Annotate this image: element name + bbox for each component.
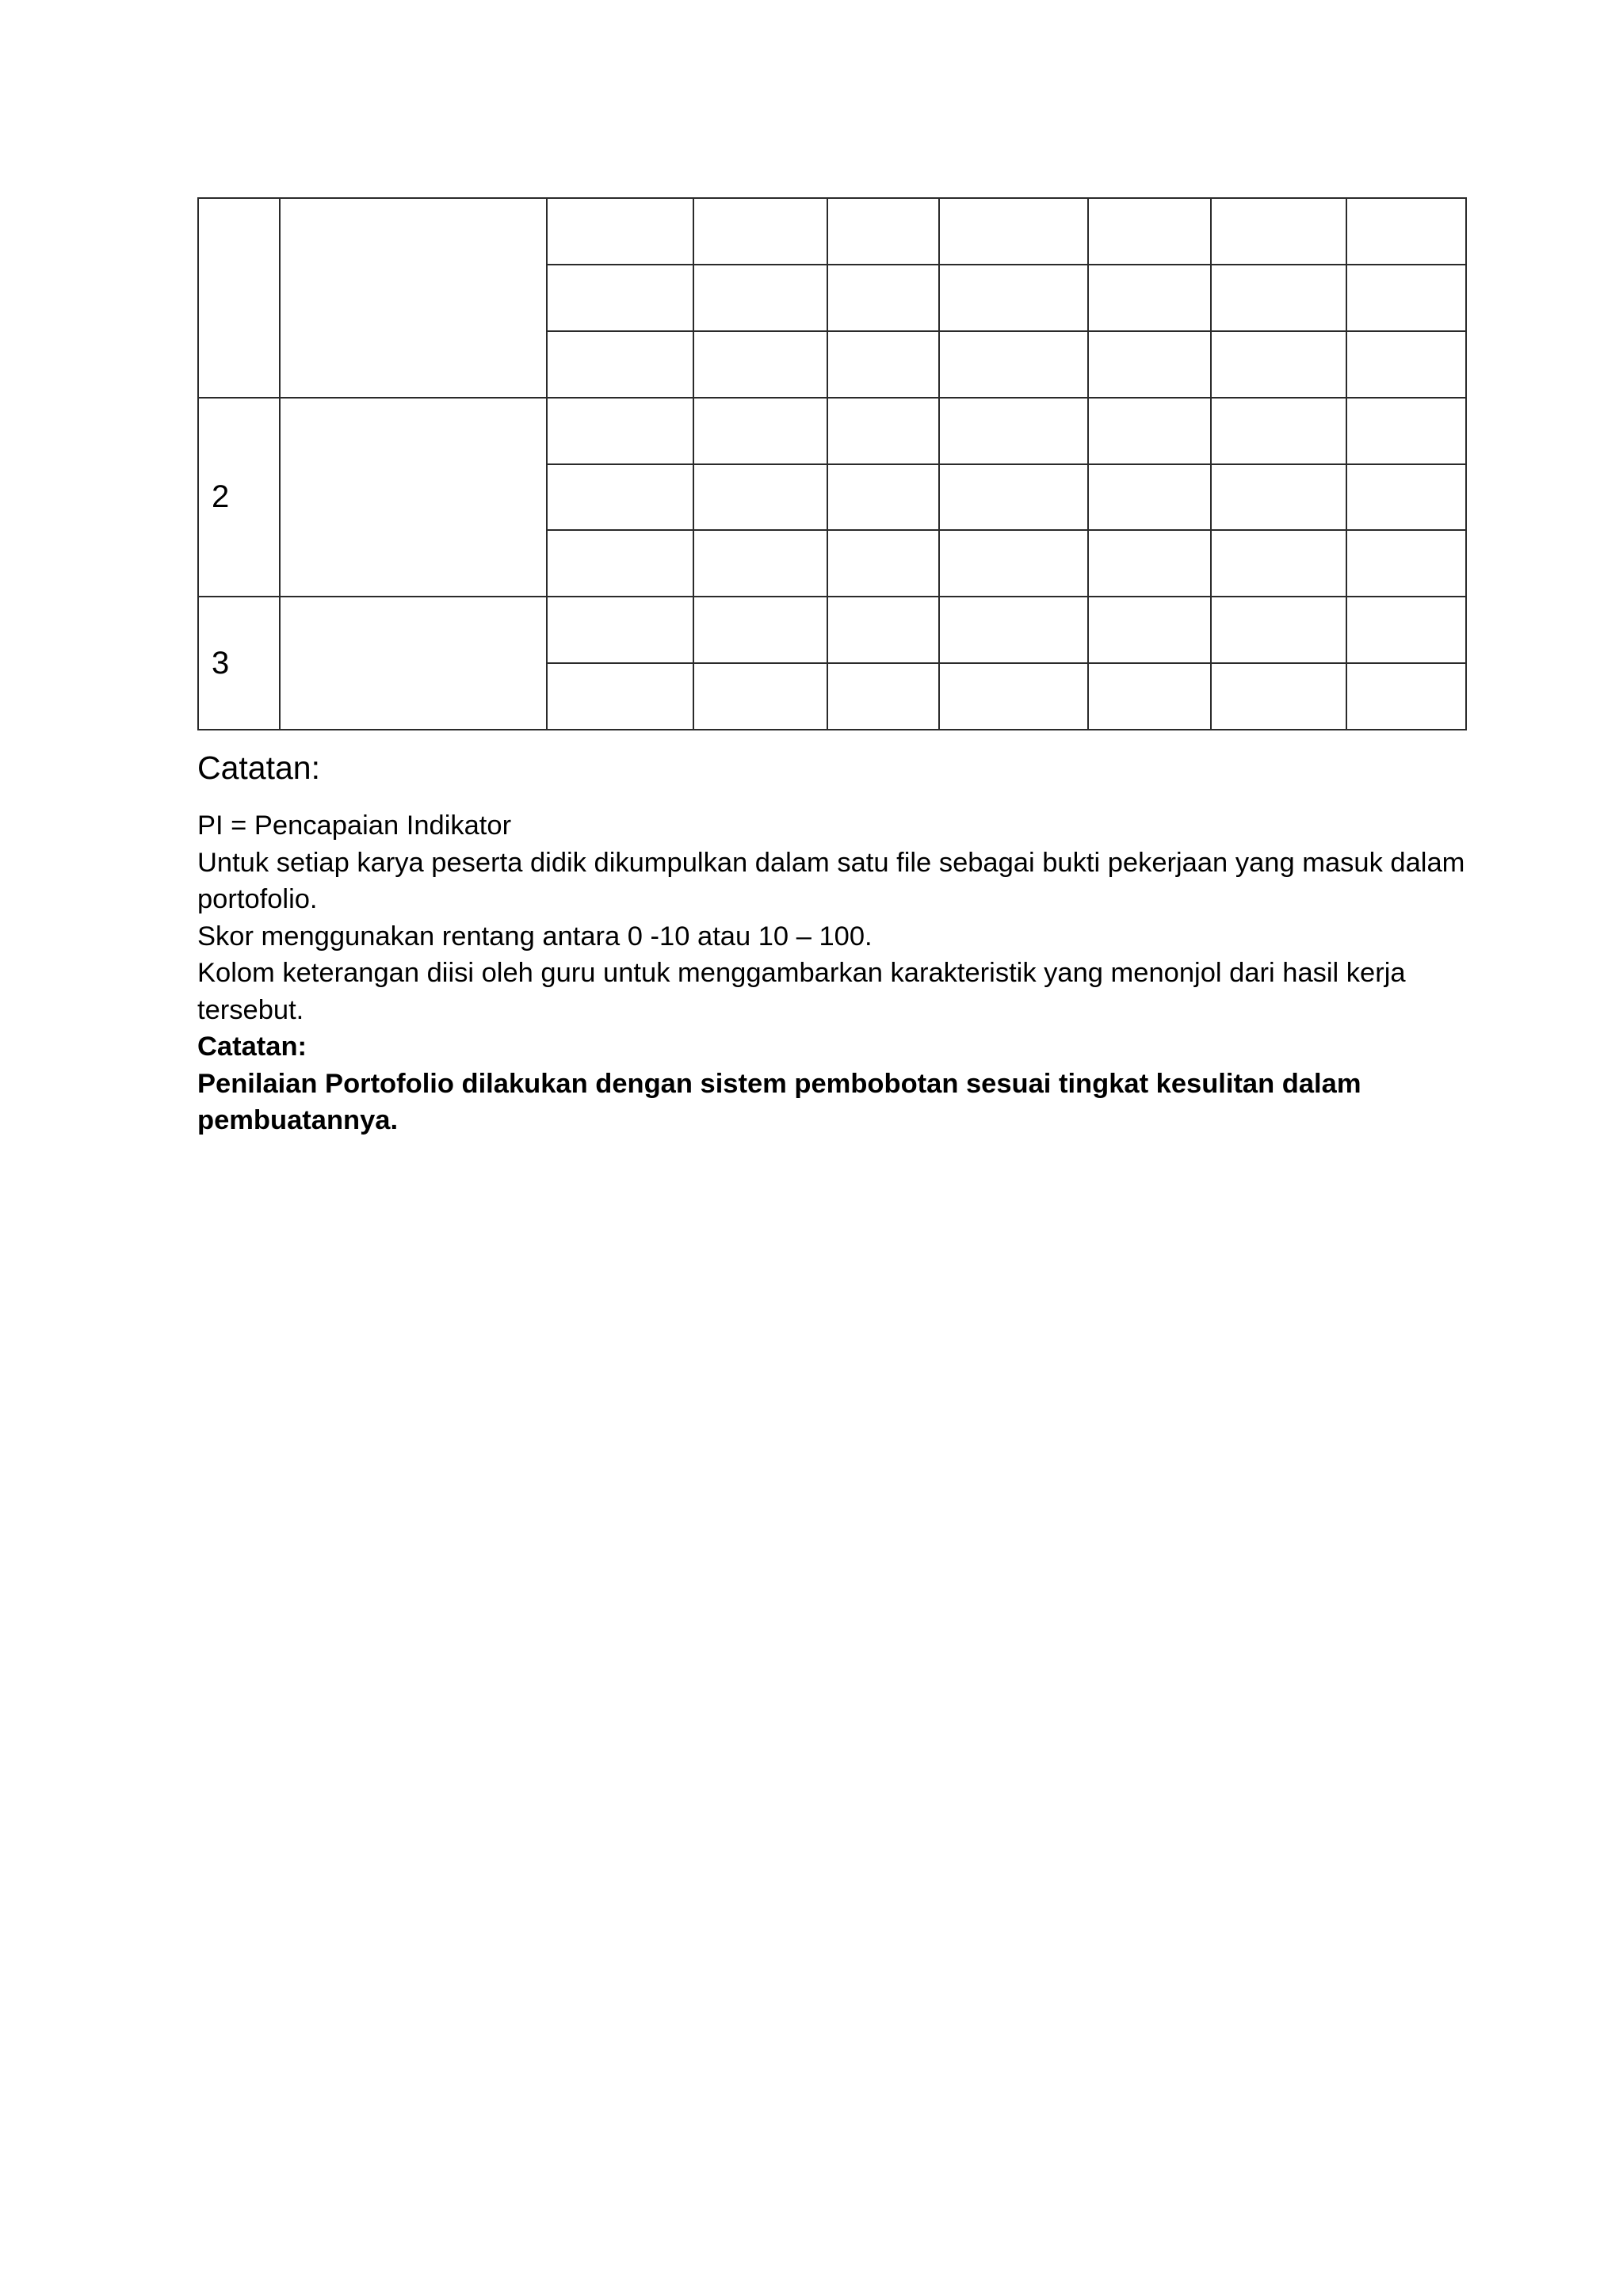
score-cell [547, 663, 693, 730]
score-cell [693, 198, 827, 265]
score-cell [1211, 198, 1346, 265]
score-cell [827, 464, 939, 531]
row-label-cell [280, 398, 547, 597]
row-label-cell [280, 198, 547, 398]
score-cell [827, 398, 939, 464]
notes-heading: Catatan: [197, 749, 320, 786]
score-cell [1211, 265, 1346, 331]
score-cell [1346, 331, 1466, 398]
row-number-cell: 2 [198, 398, 280, 597]
score-cell [693, 530, 827, 597]
score-cell [939, 530, 1088, 597]
assessment-table-body [198, 198, 1466, 730]
score-cell [939, 398, 1088, 464]
score-cell [547, 597, 693, 663]
assessment-table [197, 197, 1467, 730]
score-cell [693, 663, 827, 730]
row-number-cell: 3 [198, 597, 280, 730]
row-label-cell [280, 597, 547, 730]
note-bold-heading: Catatan: [197, 1032, 307, 1062]
row-number-cell [198, 198, 280, 398]
score-cell [1346, 530, 1466, 597]
score-cell [939, 663, 1088, 730]
score-cell [1346, 597, 1466, 663]
score-cell [1088, 198, 1211, 265]
score-cell [827, 198, 939, 265]
table-row [198, 398, 1466, 464]
note-line-2: Untuk setiap karya peserta didik dikumpulkan dalam satu file sebagai bukti pekerjaan yang masuk dalam portofolio. [197, 847, 1465, 914]
score-cell [1088, 663, 1211, 730]
note-line-1: PI = Pencapaian Indikator [197, 810, 512, 841]
score-cell [827, 663, 939, 730]
note-line-4: Kolom keterangan diisi oleh guru untuk menggambarkan karakteristik yang menonjol dari hasil kerja tersebut. [197, 958, 1406, 1025]
score-cell [1346, 663, 1466, 730]
score-cell [547, 331, 693, 398]
score-cell [547, 198, 693, 265]
score-cell [1088, 265, 1211, 331]
score-cell [827, 331, 939, 398]
table-row [198, 597, 1466, 663]
score-cell [939, 331, 1088, 398]
score-cell [1211, 464, 1346, 531]
table-row [198, 198, 1466, 265]
score-cell [1346, 398, 1466, 464]
score-cell [693, 597, 827, 663]
score-cell [693, 398, 827, 464]
score-cell [1088, 597, 1211, 663]
score-cell [1088, 530, 1211, 597]
score-cell [1346, 464, 1466, 531]
score-cell [1211, 597, 1346, 663]
score-cell [693, 265, 827, 331]
score-cell [547, 398, 693, 464]
score-cell [827, 265, 939, 331]
score-cell [1211, 398, 1346, 464]
score-cell [1346, 198, 1466, 265]
notes-block [197, 807, 1473, 1139]
score-cell [1088, 331, 1211, 398]
score-cell [939, 198, 1088, 265]
score-cell [939, 597, 1088, 663]
score-cell [693, 464, 827, 531]
score-cell [1211, 530, 1346, 597]
score-cell [827, 597, 939, 663]
score-cell [1088, 398, 1211, 464]
score-cell [1211, 663, 1346, 730]
score-cell [547, 464, 693, 531]
note-line-3: Skor menggunakan rentang antara 0 -10 atau 10 – 100. [197, 921, 873, 952]
score-cell [693, 331, 827, 398]
note-bold-text: Penilaian Portofolio dilakukan dengan sistem pembobotan sesuai tingkat kesulitan dalam pembuatannya. [197, 1068, 1361, 1135]
score-cell [547, 530, 693, 597]
score-cell [939, 464, 1088, 531]
score-cell [1088, 464, 1211, 531]
score-cell [827, 530, 939, 597]
score-cell [1211, 331, 1346, 398]
score-cell [939, 265, 1088, 331]
score-cell [547, 265, 693, 331]
score-cell [1346, 265, 1466, 331]
